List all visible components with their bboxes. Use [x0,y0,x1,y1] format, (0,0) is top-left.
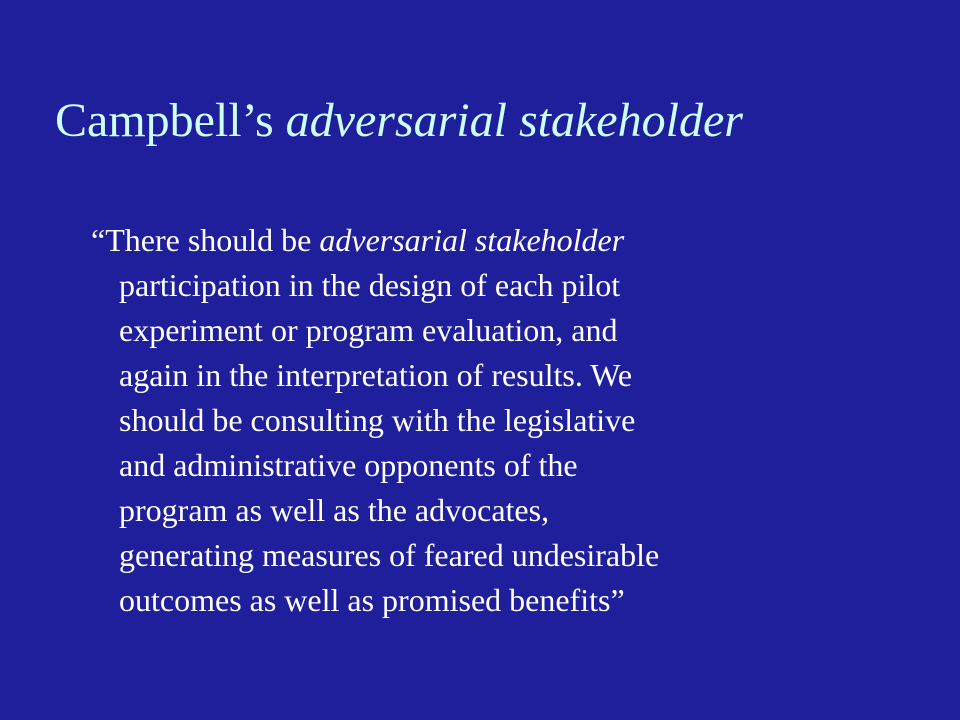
quote-text: “There should be [91,222,320,258]
quote-line: should be consulting with the legislative [119,402,636,438]
quote-emphasis: adversarial stakeholder [319,222,625,258]
title-text: Campbell’s [55,94,286,147]
quote-line: generating measures of feared undesirable [119,537,660,573]
quote-line: and administrative opponents of the [119,447,578,483]
quote-line [91,218,909,263]
title-emphasis: adversarial stakeholder [285,94,743,147]
slide-title [55,92,743,150]
quote-line: again in the interpretation of results. We [119,357,633,393]
quote-line: program as well as the advocates, [119,492,550,528]
quote-line: experiment or program evaluation, and [119,312,618,348]
quote-line: participation in the design of each pilot [119,267,621,303]
quote-line: outcomes as well as promised benefits” [119,582,625,618]
quote-block [91,218,909,623]
